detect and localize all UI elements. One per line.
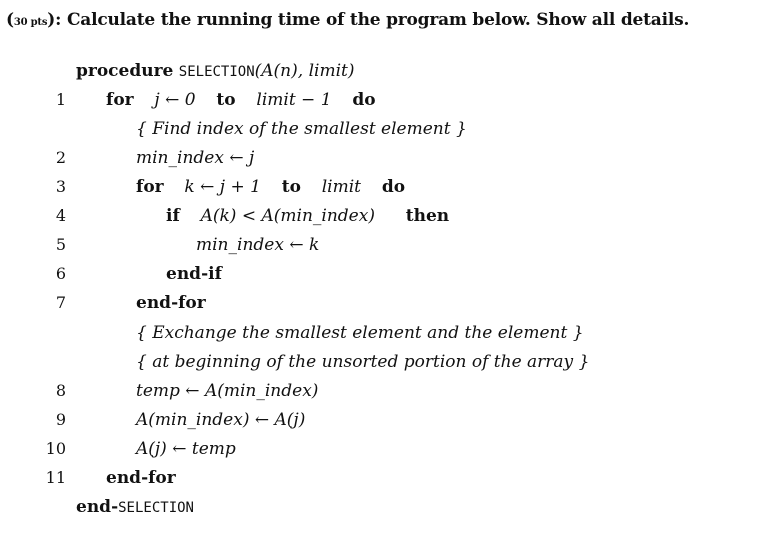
- code-comment: { Find index of the smallest element }: [136, 119, 467, 139]
- to-keyword: to: [281, 177, 301, 197]
- line-number: 11: [45, 468, 66, 487]
- points-value: 30 pts: [13, 17, 48, 28]
- loop-init: j ← 0: [154, 90, 196, 110]
- end-keyword: end-: [76, 497, 119, 517]
- line-number: 5: [55, 235, 66, 254]
- procedure-name: SELECTION: [118, 500, 194, 516]
- procedure-keyword: procedure: [76, 61, 174, 81]
- to-keyword: to: [216, 90, 236, 110]
- statement: temp ← A(min_index): [136, 381, 319, 401]
- do-keyword: do: [381, 177, 406, 197]
- statement: A(j) ← temp: [136, 439, 236, 459]
- for-keyword: for: [136, 177, 164, 197]
- line-number: 4: [55, 206, 66, 225]
- line-number: 6: [55, 264, 66, 283]
- line-number: 2: [55, 148, 66, 167]
- do-keyword: do: [352, 90, 376, 110]
- loop-limit: limit: [321, 177, 362, 197]
- question-heading: (30 pts): Calculate the running time of the program below. Show all details.: [6, 10, 690, 30]
- line-number: 9: [55, 410, 66, 429]
- line-number: 8: [55, 381, 66, 400]
- procedure-header: [76, 58, 354, 84]
- line-number: 1: [55, 90, 66, 109]
- procedure-name: SELECTION: [178, 64, 255, 80]
- loop-init: k ← j + 1: [184, 177, 261, 197]
- line-number: 10: [45, 439, 66, 458]
- end-for-keyword: end-for: [136, 293, 206, 313]
- line-number: 3: [55, 177, 66, 196]
- procedure-footer: [76, 494, 194, 520]
- statement: min_index ← j: [136, 148, 255, 168]
- code-comment: { Exchange the smallest element and the element }: [136, 323, 584, 343]
- code-comment: { at beginning of the unsorted portion of the array }: [136, 352, 590, 372]
- end-for-keyword: end-for: [106, 468, 176, 488]
- then-keyword: then: [405, 206, 450, 226]
- loop-limit: limit − 1: [256, 90, 332, 110]
- procedure-args: (A(n), limit): [254, 61, 355, 81]
- end-if-keyword: end-if: [166, 264, 222, 284]
- for-keyword: for: [106, 90, 134, 110]
- line-number: 7: [55, 293, 66, 312]
- if-condition: A(k) < A(min_index): [200, 206, 375, 226]
- question-text: Calculate the running time of the program below. Show all details.: [66, 10, 690, 30]
- statement: min_index ← k: [196, 235, 320, 255]
- if-keyword: if: [166, 206, 180, 226]
- statement: A(min_index) ← A(j): [136, 410, 306, 430]
